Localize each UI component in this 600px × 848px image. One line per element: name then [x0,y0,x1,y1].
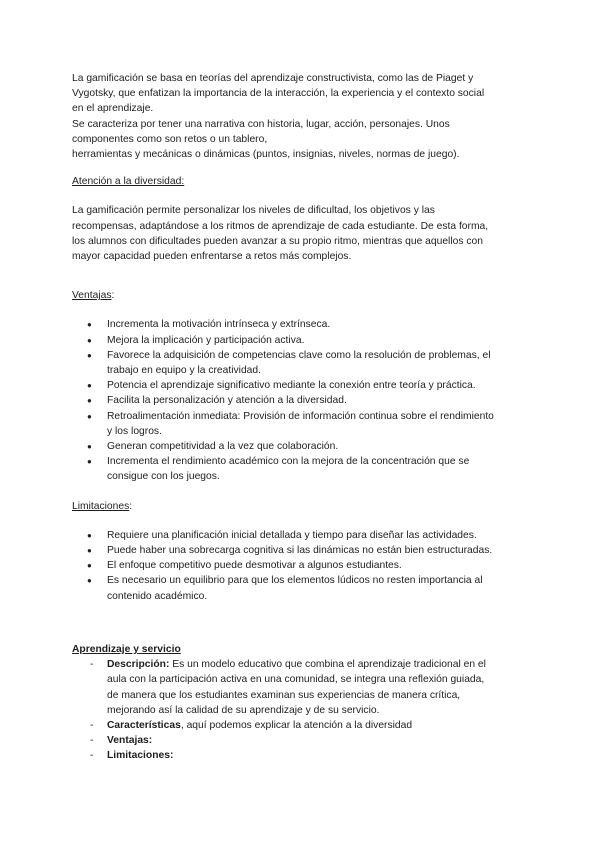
service-description: - Descripción: Es un modelo educativo que combina el aprendizaje tradicional en el aula con la participación activa en una comunidad, se integra una reflexión guiada, de manera que los estudiantes examinan sus experiencias de manera crítica, mejorando así la calidad de su aprendizaje y de su servicio. [72,657,528,718]
limitations-list [72,528,528,604]
intro-line: componentes como son retos o un tablero, [72,133,268,145]
list-item: ● Incrementa el rendimiento académico con la mejora de la concentración que se consigue con los juegos. [72,454,528,484]
service-heading: Aprendizaje y servicio [72,643,181,655]
intro-line: en el aprendizaje. [72,103,154,115]
diversity-line: los alumnos con dificultades pueden avanzar a su propio ritmo, mientras que aquellos con [72,235,483,247]
list-item: ● Es necesario un equilibrio para que los elementos lúdicos no resten importancia al contenido académico. [72,573,528,603]
intro-line: Se caracteriza por tener una narrativa con historia, lugar, acción, personajes. Unos [72,118,450,130]
limitations-heading-text: Limitaciones [72,500,130,512]
list-item: ● Potencia el aprendizaje significativo mediante la conexión entre teoría y práctica. [72,378,528,393]
service-description-label: Descripción: [107,659,170,671]
list-item: ● Requiere una planificación inicial detallada y tiempo para diseñar las actividades. [72,528,528,543]
advantages-heading-colon: : [111,290,115,302]
document-page [72,71,528,764]
service-characteristics: - Características, aquí podemos explicar la atención a la diversidad [72,718,528,733]
diversity-heading: Atención a la diversidad: [72,176,185,188]
advantages-heading-text: Ventajas [72,290,112,302]
diversity-paragraph [72,203,528,264]
list-item: ● Puede haber una sobrecarga cognitiva si las dinámicas no están bien estructuradas. [72,543,528,558]
list-item: ● Favorece la adquisición de competencias clave como la resolución de problemas, el trabajo en equipo y la creatividad. [72,348,528,378]
service-characteristics-label: Características [107,719,181,731]
advantages-list [72,317,528,484]
advantages-heading [72,288,528,303]
list-item: ● Facilita la personalización y atención a la diversidad. [72,393,528,408]
diversity-line: mayor capacidad pueden enfrentarse a retos más complejos. [72,251,352,263]
service-list [72,657,528,763]
intro-line: Vygotsky, que enfatizan la importancia de la interacción, la experiencia y el contexto social [72,88,485,100]
list-item: ● Mejora la implicación y participación activa. [72,333,528,348]
diversity-line: La gamificación permite personalizar los niveles de dificultad, los objetivos y las [72,205,435,217]
limitations-heading-colon: : [129,500,133,512]
diversity-line: recompensas, adaptándose a los ritmos de aprendizaje de cada estudiante. De esta forma, [72,220,489,232]
list-item: ● El enfoque competitivo puede desmotivar a algunos estudiantes. [72,558,528,573]
service-advantages: - Ventajas: [72,733,528,748]
limitations-heading [72,499,528,514]
intro-line: La gamificación se basa en teorías del aprendizaje constructivista, como las de Piaget y [72,73,474,84]
list-item: ● Incrementa la motivación intrínseca y extrínseca. [72,317,528,332]
list-item: ● Retroalimentación inmediata: Provisión de información continua sobre el rendimiento y los logros. [72,409,528,439]
list-item: ● Generan competitividad a la vez que colaboración. [72,439,528,454]
service-limitations: - Limitaciones: [72,748,528,763]
intro-line: herramientas y mecánicas o dinámicas (puntos, insignias, niveles, normas de juego). [72,149,460,161]
intro-paragraph [72,71,528,162]
